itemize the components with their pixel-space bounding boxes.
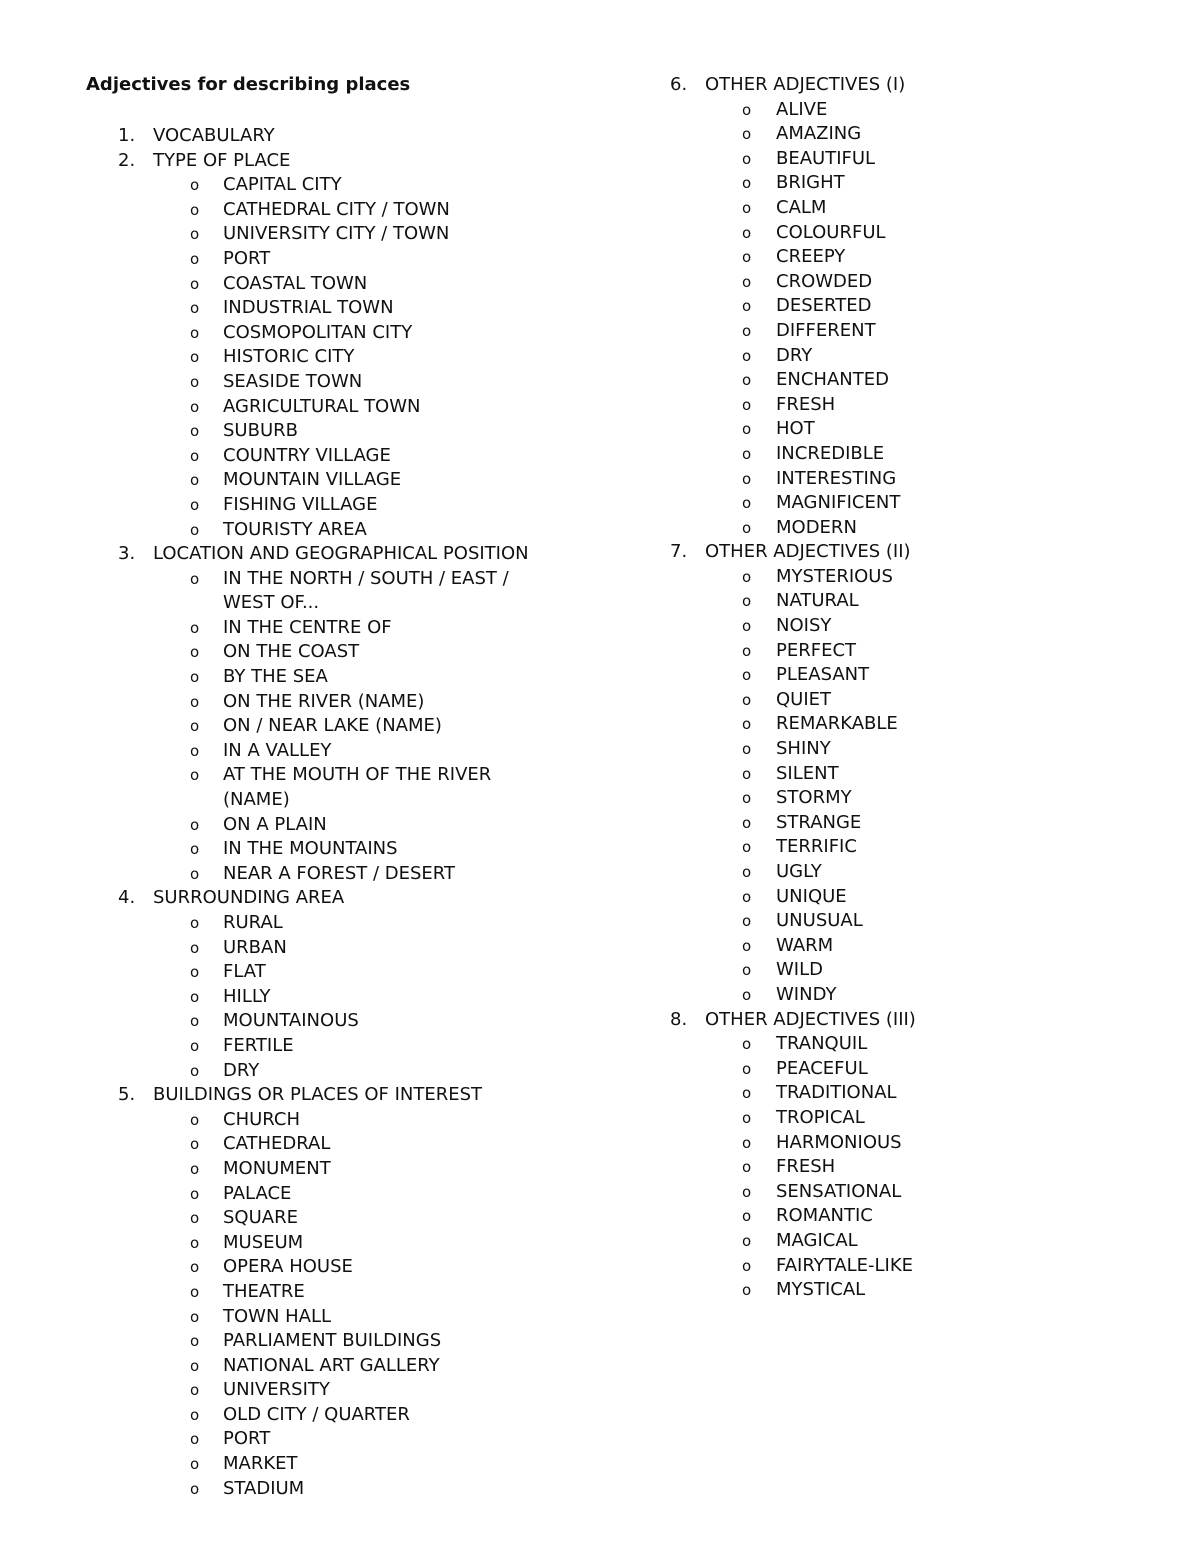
list-item (0, 737, 831, 762)
list-item (0, 639, 857, 664)
section-heading (0, 73, 906, 98)
list-item-text: BEAUTIFUL (776, 147, 876, 169)
bullet-o-icon: o (190, 372, 200, 391)
list-item-text: STORMY (776, 787, 852, 809)
bullet-o-icon: o (190, 1135, 200, 1154)
list-item-text: FRESH (776, 393, 836, 415)
list-item (0, 491, 901, 516)
list-item-text: CREEPY (776, 246, 846, 268)
list-item (0, 1452, 460, 1477)
bullet-o-icon: o (742, 198, 752, 217)
list-item (0, 1155, 836, 1180)
list-item-text: UNUSUAL (776, 910, 863, 932)
bullet-o-icon: o (742, 789, 752, 808)
list-item-text: ROMANTIC (776, 1205, 873, 1227)
list-item-text: MARKET (223, 1453, 298, 1475)
list-item-text: PLEASANT (776, 664, 870, 686)
list-item-text: COLOURFUL (776, 221, 886, 243)
bullet-o-icon: o (190, 692, 200, 711)
bullet-o-icon: o (742, 838, 752, 857)
bullet-o-icon: o (742, 567, 752, 586)
list-item-text: SILENT (776, 762, 839, 784)
list-item-text: IN THE MOUNTAINS (223, 838, 398, 860)
list-item-text: CAPITAL CITY (223, 174, 342, 196)
list-item-text: ALIVE (776, 98, 828, 120)
list-item (0, 811, 862, 836)
list-item (0, 934, 834, 959)
list-item-text: FERTILE (223, 1034, 294, 1056)
bullet-o-icon: o (742, 420, 752, 439)
bullet-o-icon: o (190, 1405, 200, 1424)
bullet-o-icon: o (190, 1184, 200, 1203)
bullet-o-icon: o (742, 272, 752, 291)
bullet-o-icon: o (190, 1455, 200, 1474)
list-item (0, 417, 815, 442)
list-item (0, 688, 832, 713)
bullet-o-icon: o (190, 987, 200, 1006)
list-item-text: INTERESTING (776, 467, 897, 489)
list-item-text: CHURCH (223, 1108, 300, 1130)
bullet-o-icon: o (742, 149, 752, 168)
list-item-text: HILLY (223, 985, 271, 1007)
bullet-o-icon: o (190, 422, 200, 441)
list-item-text: WINDY (776, 983, 837, 1005)
list-item (0, 221, 886, 246)
list-item (0, 1477, 460, 1502)
list-item (0, 171, 845, 196)
list-item-text: TERRIFIC (776, 836, 857, 858)
list-item (0, 1032, 868, 1057)
section-number: 6. (670, 74, 688, 95)
list-item-text: QUIET (776, 688, 832, 710)
bullet-o-icon: o (742, 985, 752, 1004)
bullet-o-icon: o (190, 249, 200, 268)
bullet-o-icon: o (742, 936, 752, 955)
list-item-text: COSMOPOLITAN CITY (223, 321, 413, 343)
bullet-o-icon: o (742, 863, 752, 881)
list-item-text: ON THE COAST (223, 641, 360, 663)
list-item (0, 1354, 460, 1379)
list-item-text: MODERN (776, 516, 857, 538)
list-item-text: FISHING VILLAGE (223, 493, 378, 515)
bullet-o-icon: o (190, 1479, 200, 1498)
list-item (0, 1131, 902, 1156)
bullet-o-icon: o (742, 346, 752, 365)
list-item-text: UNIQUE (776, 885, 847, 907)
section-number: 4. (118, 887, 136, 909)
list-item-text: SUBURB (223, 420, 298, 442)
list-item-text: MAGNIFICENT (776, 492, 901, 514)
list-item (0, 663, 870, 688)
list-item (0, 196, 827, 221)
bullet-o-icon: o (742, 371, 752, 390)
bullet-o-icon: o (190, 495, 200, 514)
section-heading-text: VOCABULARY (153, 125, 275, 146)
list-item (0, 1204, 873, 1229)
list-item-text: CROWDED (776, 270, 873, 292)
list-item-text: DRY (223, 1059, 260, 1081)
list-item-text: FLAT (223, 961, 266, 983)
bullet-o-icon: o (190, 1356, 200, 1375)
bullet-o-icon: o (190, 840, 200, 859)
list-item (0, 270, 873, 295)
bullet-o-icon: o (742, 1256, 752, 1275)
bullet-o-icon: o (742, 961, 752, 980)
bullet-o-icon: o (190, 938, 200, 957)
page-title: Adjectives for describing places (86, 74, 411, 95)
bullet-o-icon: o (190, 176, 200, 195)
section-heading-text: OTHER ADJECTIVES (II) (705, 541, 911, 563)
list-item (0, 712, 898, 737)
bullet-o-icon: o (190, 618, 200, 637)
bullet-o-icon: o (190, 864, 200, 883)
bullet-o-icon: o (190, 1012, 200, 1031)
list-item-text: URBAN (223, 936, 287, 958)
list-item-text: PORT (223, 1428, 271, 1450)
list-item-text: ON / NEAR LAKE (NAME) (223, 715, 442, 737)
list-item (0, 958, 823, 983)
bullet-o-icon: o (742, 1182, 752, 1201)
list-item (0, 1278, 866, 1303)
bullet-o-icon: o (190, 815, 200, 834)
list-item-text: TRADITIONAL (776, 1082, 897, 1104)
bullet-o-icon: o (742, 1133, 752, 1152)
section-number: 8. (670, 1008, 688, 1030)
list-item (0, 1106, 865, 1131)
bullet-o-icon: o (742, 469, 752, 488)
bullet-o-icon: o (742, 297, 752, 316)
section-heading (0, 1008, 916, 1033)
list-item-text: COUNTRY VILLAGE (223, 444, 391, 466)
bullet-o-icon: o (190, 1036, 200, 1055)
bullet-o-icon: o (742, 125, 752, 144)
bullet-o-icon: o (190, 397, 200, 416)
list-item-text: HISTORIC CITY (223, 346, 355, 368)
bullet-o-icon: o (190, 1258, 200, 1277)
bullet-o-icon: o (742, 248, 752, 267)
list-item-text: FRESH (776, 1156, 836, 1178)
list-item-text: PERFECT (776, 639, 857, 661)
list-item-text: NATIONAL ART GALLERY (223, 1354, 440, 1376)
bullet-o-icon: o (742, 641, 752, 660)
list-item-text: INDUSTRIAL TOWN (223, 297, 394, 319)
bullet-o-icon: o (742, 321, 752, 340)
section-number: 5. (118, 1084, 136, 1106)
bullet-o-icon: o (190, 1233, 200, 1252)
bullet-o-icon: o (742, 887, 752, 906)
list-item-text: NOISY (776, 615, 832, 637)
section-number: 2. (118, 149, 136, 171)
list-item-text: IN THE NORTH / SOUTH / EAST / WEST OF... (223, 567, 509, 614)
list-item-text: STRANGE (776, 811, 862, 833)
section-heading-text: OTHER ADJECTIVES (III) (705, 1008, 916, 1030)
section-number: 7. (670, 541, 688, 563)
right-column (0, 73, 916, 1303)
bullet-o-icon: o (742, 1231, 752, 1250)
bullet-o-icon: o (742, 592, 752, 611)
bullet-o-icon: o (742, 494, 752, 513)
list-item (0, 294, 872, 319)
list-item-text: CATHEDRAL CITY / TOWN (223, 198, 450, 220)
list-item (0, 1305, 460, 1330)
list-item (0, 1057, 868, 1082)
list-item-text: WARM (776, 934, 834, 956)
bullet-o-icon: o (742, 617, 752, 636)
list-item (0, 467, 897, 492)
list-item-text: SQUARE (223, 1207, 298, 1229)
list-item-text: TRANQUIL (776, 1033, 868, 1055)
list-item-text: OLD CITY / QUARTER (223, 1403, 410, 1425)
section (0, 540, 911, 1007)
list-item-text: STADIUM (223, 1477, 305, 1499)
bullet-o-icon: o (742, 444, 752, 463)
list-item-text: MAGICAL (776, 1229, 858, 1251)
bullet-o-icon: o (190, 569, 200, 588)
list-item (0, 614, 832, 639)
list-item (0, 442, 885, 467)
list-item (0, 983, 837, 1008)
bullet-o-icon: o (742, 1035, 752, 1054)
list-item (0, 860, 822, 885)
list-item-text: PORT (223, 247, 271, 269)
list-item-text: MOUNTAIN VILLAGE (223, 469, 402, 491)
list-item-text: BRIGHT (776, 172, 845, 194)
bullet-o-icon: o (190, 471, 200, 490)
list-item-text: MYSTERIOUS (776, 565, 893, 587)
list-item (0, 1180, 902, 1205)
list-item-text: FAIRYTALE-LIKE (776, 1254, 913, 1276)
section (0, 73, 906, 540)
list-item-text: CATHEDRAL (223, 1133, 331, 1155)
bullet-o-icon: o (742, 912, 752, 931)
list-item-text: PEACEFUL (776, 1057, 868, 1079)
bullet-o-icon: o (742, 174, 752, 193)
bullet-o-icon: o (742, 764, 752, 783)
list-item-text: INCREDIBLE (776, 442, 885, 464)
list-item-text: RURAL (223, 912, 283, 933)
list-item (0, 835, 857, 860)
list-item-text: TROPICAL (776, 1106, 865, 1128)
list-item-text: DIFFERENT (776, 319, 876, 341)
bullet-o-icon: o (190, 1332, 200, 1351)
bullet-o-icon: o (742, 1059, 752, 1078)
list-item-text: IN A VALLEY (223, 739, 332, 761)
bullet-o-icon: o (742, 395, 752, 414)
list-item-text: THEATRE (223, 1280, 305, 1302)
bullet-o-icon: o (190, 643, 200, 662)
bullet-o-icon: o (190, 1209, 200, 1228)
bullet-o-icon: o (742, 740, 752, 759)
bullet-o-icon: o (190, 323, 200, 342)
section (0, 1008, 916, 1303)
list-item (0, 122, 862, 147)
bullet-o-icon: o (190, 299, 200, 318)
bullet-o-icon: o (190, 1282, 200, 1301)
bullet-o-icon: o (742, 715, 752, 734)
list-item-text: DESERTED (776, 295, 872, 317)
list-item-text: ON A PLAIN (223, 813, 327, 835)
section-heading-text: SURROUNDING AREA (153, 887, 345, 909)
bullet-o-icon: o (742, 813, 752, 832)
list-item-text: MYSTICAL (776, 1279, 866, 1301)
list-item-text: MOUNTAINOUS (223, 1010, 359, 1032)
bullet-o-icon: o (190, 200, 200, 219)
list-item (0, 393, 836, 418)
list-item-text: SENSATIONAL (776, 1180, 902, 1202)
list-item-text: UGLY (776, 861, 822, 882)
bullet-o-icon: o (742, 223, 752, 242)
list-item-text: UNIVERSITY CITY / TOWN (223, 223, 450, 245)
list-item (0, 1427, 460, 1452)
list-item (0, 565, 893, 590)
bullet-o-icon: o (742, 1158, 752, 1177)
section-heading-text: TYPE OF PLACE (153, 149, 291, 171)
list-item-text: AMAZING (776, 123, 862, 145)
bullet-o-icon: o (190, 274, 200, 293)
list-item-text: SHINY (776, 738, 831, 760)
list-item-text: SEASIDE TOWN (223, 370, 363, 392)
bullet-o-icon: o (190, 348, 200, 367)
list-item (0, 344, 813, 369)
list-item (0, 909, 863, 934)
list-item-text: ON THE RIVER (NAME) (223, 690, 425, 712)
bullet-o-icon: o (190, 1307, 200, 1326)
list-item-text: UNIVERSITY (223, 1379, 330, 1401)
list-item (0, 319, 876, 344)
list-item-text: AT THE MOUTH OF THE RIVER (NAME) (223, 764, 492, 811)
list-item-text: REMARKABLE (776, 713, 898, 735)
bullet-o-icon: o (190, 914, 200, 932)
section-heading (0, 540, 911, 565)
bullet-o-icon: o (742, 100, 752, 119)
bullet-o-icon: o (742, 1207, 752, 1226)
bullet-o-icon: o (190, 1159, 200, 1178)
bullet-o-icon: o (190, 1381, 200, 1400)
bullet-o-icon: o (742, 666, 752, 685)
list-item (0, 1329, 460, 1354)
section-heading-text: OTHER ADJECTIVES (I) (705, 74, 906, 95)
list-item (0, 1378, 460, 1403)
list-item (0, 98, 828, 123)
list-item (0, 516, 857, 541)
list-item-text: ENCHANTED (776, 369, 889, 391)
bullet-o-icon: o (190, 1430, 200, 1449)
list-item-text: BY THE SEA (223, 666, 328, 688)
bullet-o-icon: o (742, 1108, 752, 1127)
list-item-text: IN THE CENTRE OF (223, 616, 392, 638)
list-item-text: TOWN HALL (223, 1305, 332, 1327)
list-item-text: MONUMENT (223, 1157, 331, 1179)
bullet-o-icon: o (190, 741, 200, 760)
section-number: 3. (118, 543, 136, 565)
list-item (0, 1403, 460, 1428)
section-heading-text: BUILDINGS OR PLACES OF INTEREST (153, 1084, 483, 1106)
list-item (0, 1229, 858, 1254)
list-item (0, 368, 889, 393)
list-item-text: WILD (776, 959, 823, 981)
list-item-text: OPERA HOUSE (223, 1256, 353, 1278)
list-item (0, 1081, 897, 1106)
list-item-text: NEAR A FOREST / DESERT (223, 862, 455, 884)
bullet-o-icon: o (190, 1061, 200, 1080)
list-item-text: PARLIAMENT BUILDINGS (223, 1330, 442, 1352)
bullet-o-icon: o (190, 225, 200, 244)
section-heading-text: LOCATION AND GEOGRAPHICAL POSITION (153, 543, 529, 565)
bullet-o-icon: o (190, 717, 200, 736)
list-item (0, 1254, 913, 1279)
bullet-o-icon: o (190, 766, 200, 785)
bullet-o-icon: o (190, 963, 200, 982)
list-item-text: MUSEUM (223, 1231, 304, 1253)
bullet-o-icon: o (190, 668, 200, 687)
list-item (0, 762, 839, 787)
list-item-text: COASTAL TOWN (223, 272, 368, 294)
list-item-text: HOT (776, 418, 815, 440)
list-item (0, 885, 847, 910)
list-item-text: NATURAL (776, 590, 859, 612)
bullet-o-icon: o (742, 1084, 752, 1103)
list-item-text: TOURISTY AREA (223, 518, 367, 540)
bullet-o-icon: o (742, 518, 752, 537)
list-item (0, 147, 876, 172)
list-item-text: PALACE (223, 1182, 292, 1204)
bullet-o-icon: o (742, 1281, 752, 1300)
section-number: 1. (118, 125, 136, 146)
list-item (0, 245, 846, 270)
list-item-text: AGRICULTURAL TOWN (223, 395, 421, 417)
list-item-text: CALM (776, 196, 827, 218)
bullet-o-icon: o (742, 690, 752, 709)
bullet-o-icon: o (190, 446, 200, 465)
list-item-text: DRY (776, 344, 813, 366)
bullet-o-icon: o (190, 520, 200, 539)
bullet-o-icon: o (190, 1110, 200, 1129)
list-item-text: HARMONIOUS (776, 1131, 902, 1153)
